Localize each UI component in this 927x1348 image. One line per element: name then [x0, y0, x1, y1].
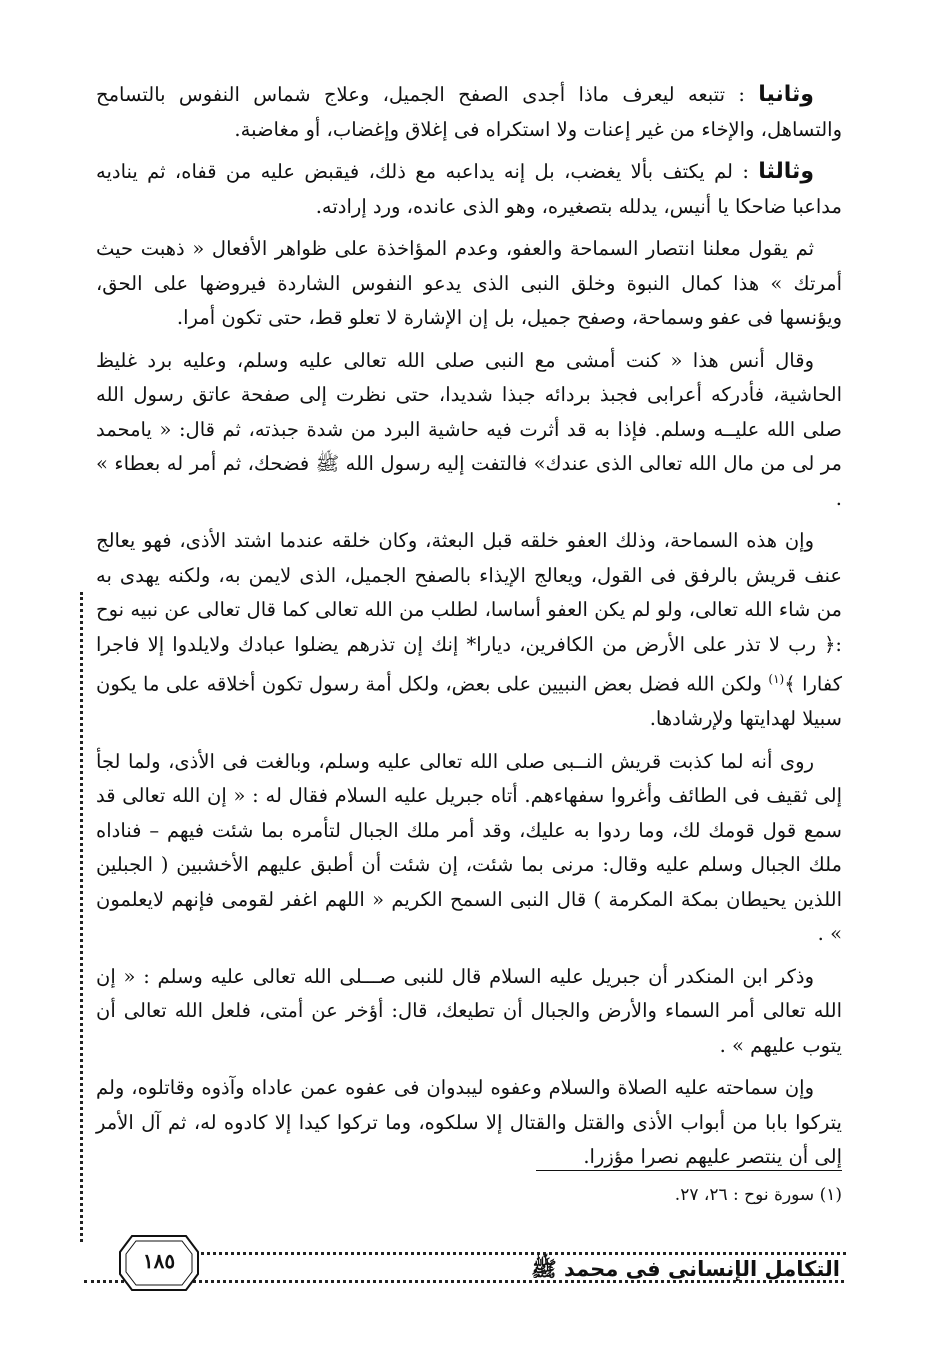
paragraph-4: وقال أنس هذا « كنت أمشى مع النبى صلى الله تعالى عليه وسلم، وعليه برد غليظ الحاشية، فأدركه أعرابى فجبذ بردائه جبذا شديدا، حتى نظرت إلى صفحة عاتق رسول الله صلى الله عليــه وسلم. فإذا به قد أثرت فيه حاشية البرد من شدة جبذته، ثم قال: « يامحمد مر لى من مال الله تعالى الذى عندك» فالتفت إليه رسول الله ﷺ فضحك، ثم أمر له بعطاء » . — [96, 348, 842, 510]
paragraph-7: وذكر ابن المنكدر أن جبريل عليه السلام قال للنبى صـــلى الله تعالى عليه وسلم : « إن الله تعالى أمر السماء والأرض والجبال أن تطيعك، قال: أؤخر عن أمتى، فلعل الله تعالى أن يتوب عليهم » . — [96, 964, 842, 1057]
paragraph-1 — [96, 78, 842, 147]
paragraph-2 — [96, 155, 842, 224]
paragraph-1-lead: وثانيا — [758, 82, 814, 107]
paragraph-1-text: : تتبعه ليعرف ماذا أجدى الصفح الجميل، وعلاج شماس النفوس بالتسامح والتساهل، والإخاء من غير إعنات ولا استكراه فى إغلاق وإغضاب، أو مغاضبة. — [96, 83, 842, 141]
side-dotted-border — [80, 592, 86, 1242]
paragraph-5-text-a: وإن هذه السماحة، وذلك العفو خلقه قبل البعثة، وكان خلقه عندما اشتد الأذى، فهو يعالج عنف قريش بالرفق فى القول، ويعالج الإيذاء بالصفح الجميل، الذى لايمن به، ولكنه يهدى به من شاء الله تعالى، ولو لم يكن العفو أساسا، لطلب من الله تعالى كما قال تعالى عن نبيه نوح :﴿ رب لا تذر على الأرض من الكافرين، ديارا* إنك إن تذرهم يضلوا عبادك ولايلدوا إلا فاجرا كفارا ﴾ — [96, 529, 842, 696]
running-footer-title: التكامل الإنسانى فى محمد ﷺ — [531, 1257, 840, 1281]
page-number: ١٨٥ — [142, 1249, 176, 1273]
footnote-divider — [536, 1170, 842, 1171]
footnote-reference: (١) — [768, 672, 785, 686]
footer-dotted-line-top — [196, 1252, 846, 1255]
body-text — [96, 78, 842, 1183]
paragraph-5-text-b: ولكن الله فضل بعض النبيين على بعض، ولكل أمة رسول تكون أخلاقه على ما يكون سبيلا لهدايتها ولإرشادها. — [96, 672, 842, 730]
paragraph-2-text: : لم يكتف بألا يغضب، بل إنه يداعبه مع ذلك، فيقبض عليه من قفاه، ثم يناديه مداعبا ضاحكا يا أنيس، يدلله بتصغيره، وهو الذى عانده، ورد إرادته. — [96, 160, 842, 218]
paragraph-2-lead: وثالثا — [758, 159, 814, 184]
paragraph-6: روى أنه لما كذبت قريش النــبى صلى الله تعالى عليه وسلم، وبالغت فى الأذى، ولما لجأ إلى ثقيف فى الطائف وأغروا سفهاءهم. أتاه جبريل عليه السلام فقال له : « إن الله تعالى قد سمع قول قومك لك، وما ردوا به عليك، وقد أمر ملك الجبال لتأمره بما شئت فيهم – فناداه ملك الجبال وسلم عليه وقال: مرنى بما شئت، إن شئت أن أطبق عليهم الأخشبين ( الجبلين اللذين يحيطان بمكة المكرمة ) قال النبى السمح الكريم « اللهم اغفر لقومى فإنهم لايعلمون » . — [96, 749, 843, 945]
page-number-badge — [118, 1232, 200, 1294]
paragraph-8: وإن سماحته عليه الصلاة والسلام وعفوه ليبدوان فى عفوه عمن عاداه وآذوه وقاتلوه، ولم يتركوا بابا من أبواب الأذى والقتل والقتال إلا سلكوه، وما تركوا كيدا إلا كادوه له، ثم آل الأمر إلى أن ينتصر عليهم نصرا مؤزرا. — [96, 1076, 842, 1168]
footnote: (١) سورة نوح : ٢٦، ٢٧. — [674, 1185, 842, 1205]
paragraph-3: ثم يقول معلنا انتصار السماحة والعفو، وعدم المؤاخذة على ظواهر الأفعال « ذهبت حيث أمرتك » هذا كمال النبوة وخلق النبى الذى يدعو النفوس الشاردة فيروضها على الحق، ويؤنسها فى عفو وسماحة، وصفح جميل، بل إن الإشارة لا تعلو قط، حتى تكون أمرا. — [96, 237, 842, 329]
paragraph-5 — [96, 524, 842, 737]
